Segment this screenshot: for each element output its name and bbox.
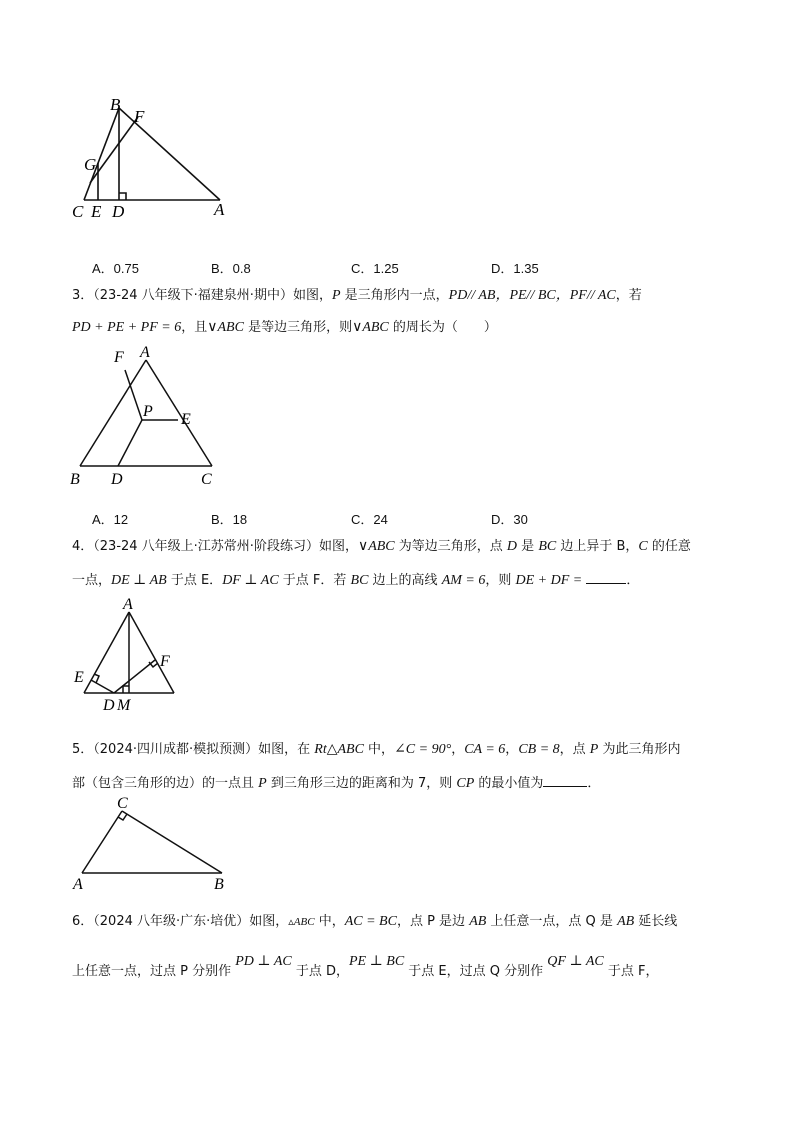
figure-q4 <box>70 592 185 712</box>
q5-line-2: 部（包含三角形的边）的一点且 P 到三角形三边的距离和为 7，则 CP 的最小值为 ． <box>72 772 600 794</box>
fig4-label-m: M <box>117 697 131 712</box>
fig3-label-b: B <box>70 471 80 488</box>
fig2-label-f: F <box>134 107 145 126</box>
fig2-label-g: G <box>84 155 97 174</box>
fig3-label-p: P <box>143 403 153 420</box>
q3-line-2: PD + PE + PF = 6，且∨ABC 是等边三角形，则∨ABC 的周长为（ ） <box>72 320 497 335</box>
q4-line-2: 一点，DE ⊥ AB 于点 E．DF ⊥ AC 于点 F．若 BC 边上的高线 AM = 6，则 DE + DF = ． <box>72 569 639 591</box>
fig2-label-b: B <box>110 95 121 114</box>
fig4-label-f: F <box>160 653 170 670</box>
q3-line-1: 3．（23-24 八年级下·福建泉州·期中）如图，P 是三角形内一点，PD// AB，PE// BC，PF// AC，若 <box>72 288 642 303</box>
q3-option-c[interactable]: C．24 <box>351 512 388 527</box>
q5-line-1: 5．（2024·四川成都·模拟预测）如图，在 Rt△ABC 中，∠C = 90°，CA = 6，CB = 8，点 P 为此三角形内 <box>72 742 681 757</box>
q6-line-2: 上任意一点，过点 P 分别作 PD ⊥ AC 于点 D，PE ⊥ BC 于点 E，过点 Q 分别作 QF ⊥ AC 于点 F， <box>72 954 659 979</box>
fig4-label-d: D <box>103 697 115 712</box>
fig3-label-a: A <box>140 344 150 361</box>
q2-option-b[interactable]: B．0.8 <box>211 261 251 276</box>
q2-option-c[interactable]: C．1.25 <box>351 261 399 276</box>
fig5-label-a: A <box>73 876 83 892</box>
figure-q3 <box>66 340 226 490</box>
figure-q5 <box>66 792 236 892</box>
fig5-label-b: B <box>214 876 224 892</box>
fig4-label-e: E <box>74 669 84 686</box>
fig2-label-e: E <box>91 202 102 220</box>
q3-option-b[interactable]: B．18 <box>211 512 248 527</box>
fig2-label-a: A <box>214 200 225 219</box>
fig5-label-c: C <box>117 795 128 812</box>
q3-option-d[interactable]: D．30 <box>491 512 528 527</box>
q6-line-1: 6．（2024 八年级·广东·培优）如图，▵ABC 中，AC = BC，点 P 是边 AB 上任意一点，点 Q 是 AB 延长线 <box>72 914 678 929</box>
fig4-label-a: A <box>123 596 133 613</box>
fig3-label-d: D <box>111 471 123 488</box>
fig3-label-f: F <box>114 349 124 366</box>
fig2-label-d: D <box>112 202 125 220</box>
q4-line-1: 4．（23-24 八年级上·江苏常州·阶段练习）如图，∨ABC 为等边三角形，点 D 是 BC 边上异于 B，C 的任意 <box>72 539 691 554</box>
figure-q2 <box>60 90 250 220</box>
q5-answer-blank[interactable] <box>543 772 587 787</box>
q2-option-a[interactable]: A．0.75 <box>92 261 139 276</box>
q3-option-a[interactable]: A．12 <box>92 512 129 527</box>
q2-option-d[interactable]: D．1.35 <box>491 261 539 276</box>
q4-answer-blank[interactable] <box>586 569 626 584</box>
fig3-label-c: C <box>201 471 212 488</box>
fig2-label-c: C <box>72 202 84 220</box>
fig3-label-e: E <box>181 411 191 428</box>
